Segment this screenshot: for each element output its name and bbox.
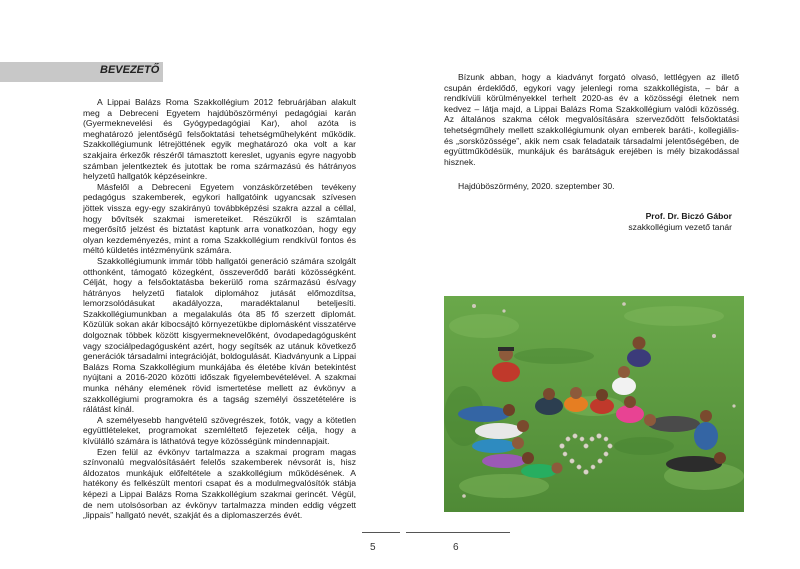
- right-text-column: [444, 72, 739, 167]
- left-text-column: [83, 97, 356, 521]
- group-photo-illustration: [444, 296, 744, 512]
- left-paragraph-1: A Lippai Balázs Roma Szakkollégium 2012 februárjában alakult meg a Debreceni Egyetem hajdúböszörményi pedagógiai karán (Gyermeknevelési és Gyógypedagógiai Kar), ahol azóta is meghatározó jelentőségű felsőoktatási tehetségműhelyként működik. Szakkollégiumunk létrejöttének egyik meghatározó oka volt a kar szakjaira érkezők részéről támasztott kereslet, ugyanis egyre nagyobb számban jelentkeztek és jutottak be roma származású és hátrányos helyzetű hallgatók képzéseinkre.: [83, 97, 356, 182]
- signature-name: Prof. Dr. Biczó Gábor: [645, 211, 732, 221]
- section-heading: BEVEZETŐ: [100, 64, 160, 76]
- signature-block: [560, 211, 732, 233]
- page-number-left: 5: [370, 542, 376, 553]
- left-paragraph-5: Ezen felül az évkönyv tartalmazza a szakmai program magas színvonalú megvalósításáért felelős szakemberek névsorát is, hisz áldozatos munkájuk előfeltétele a szakkollégium működésének. A hatékony és felkészült mentori csapat és a modulmegvalósítók stábja képezi a Lippai Balázs Roma Szakkollégium szakmai gerincét. Végül, de nem utolsósorban az évkönyv tartalmazza minden eddig végzett „lippais” hallgató nevét, szakját és a diplomaszerzés évét.: [83, 446, 356, 521]
- left-paragraph-2: Másfelől a Debreceni Egyetem vonzáskörzetében tevékeny pedagógus szakemberek, egykori hallgatóink ugyancsak szívesen jöttek vissza egy-egy szakirányú továbbképzési szakra azzal a céllal, hogy bővítsék szakmai ismereteiket. Részükről is számtalan megerősítő jelzést és biztatást kaptunk arra vonatkozóan, hogy egy olyan kezdeményezés, mint a roma Szakkollégium rendkívül fontos és méltó küldetés intézményünk számára.: [83, 181, 356, 256]
- left-paragraph-3: Szakkollégiumunk immár több hallgatói generáció számára szolgált otthonként, támogató közegként, összeverődő baráti közösségként. Célját, hogy a felsőoktatásba bekerülő roma származású és/vagy hátrányos helyzetű fiatalok diplomához jutását előmozdítsa, lemorzsolódásukat akadályozza, maradéktalanul beteljesíti. Szakkollégiumunkban a megalakulás óta 85 fő szerzett diplomát. Közülük sokan akár kibocsájtó környezetükbe diplomásként visszatérve dolgoznak többek között kisgyermeknevelőként, óvodapedagógusként vagy szociálpedagógusként azért, hogy segítsék az utánuk következő generációk társadalmi integrációját, boldogulását. Kiadványunk a Lippai Balázs Roma Szakkollégium munkájába és életébe kíván betekintést nyújtani a 2016-2020 közötti időszak figyelembevételével. A szakmai munka néhány elemének rövid ismertetése mellett az évkönyv a szakkollégiumi programokra és a tagság személyi összetételére is rálátást kínál.: [83, 255, 356, 415]
- footer-rule-right: [406, 532, 510, 533]
- footer-rule-left: [362, 532, 400, 533]
- signature-title: szakkollégium vezető tanár: [628, 222, 732, 232]
- left-paragraph-4: A személyesebb hangvételű szövegrészek, fotók, vagy a kötetlen együttlételeket, programokat szemléltető fejezetek célja, hogy a kívülálló számára is láthatóvá tegye közösségünk mindennapjait.: [83, 414, 356, 446]
- group-photo: [444, 296, 744, 512]
- page-number-right: 6: [453, 542, 459, 553]
- right-paragraph: Bízunk abban, hogy a kiadványt forgató olvasó, lettlégyen az illető csupán érdeklődő, egykori vagy jelenlegi roma szakkollégista, – bár a rendkívüli körülményekkel terhelt 2020-as év a közösségi életnek nem kedvez – látja majd, a Lippai Balázs Roma Szakkollégium valódi közösség. Az általános szakma célok megvalósítására szerveződött felsőoktatási tehetségműhely mellett szakkollégiumunk olyan emberek baráti-, kollegiális- és „sorsközössége”, akik nem csak feladataik társadalmi jelentőségében, de együttműködésük, munkájuk és barátságuk erejében is mély bizakodással hisznek.: [444, 72, 739, 167]
- place-date: Hajdúböszörmény, 2020. szeptember 30.: [458, 181, 615, 191]
